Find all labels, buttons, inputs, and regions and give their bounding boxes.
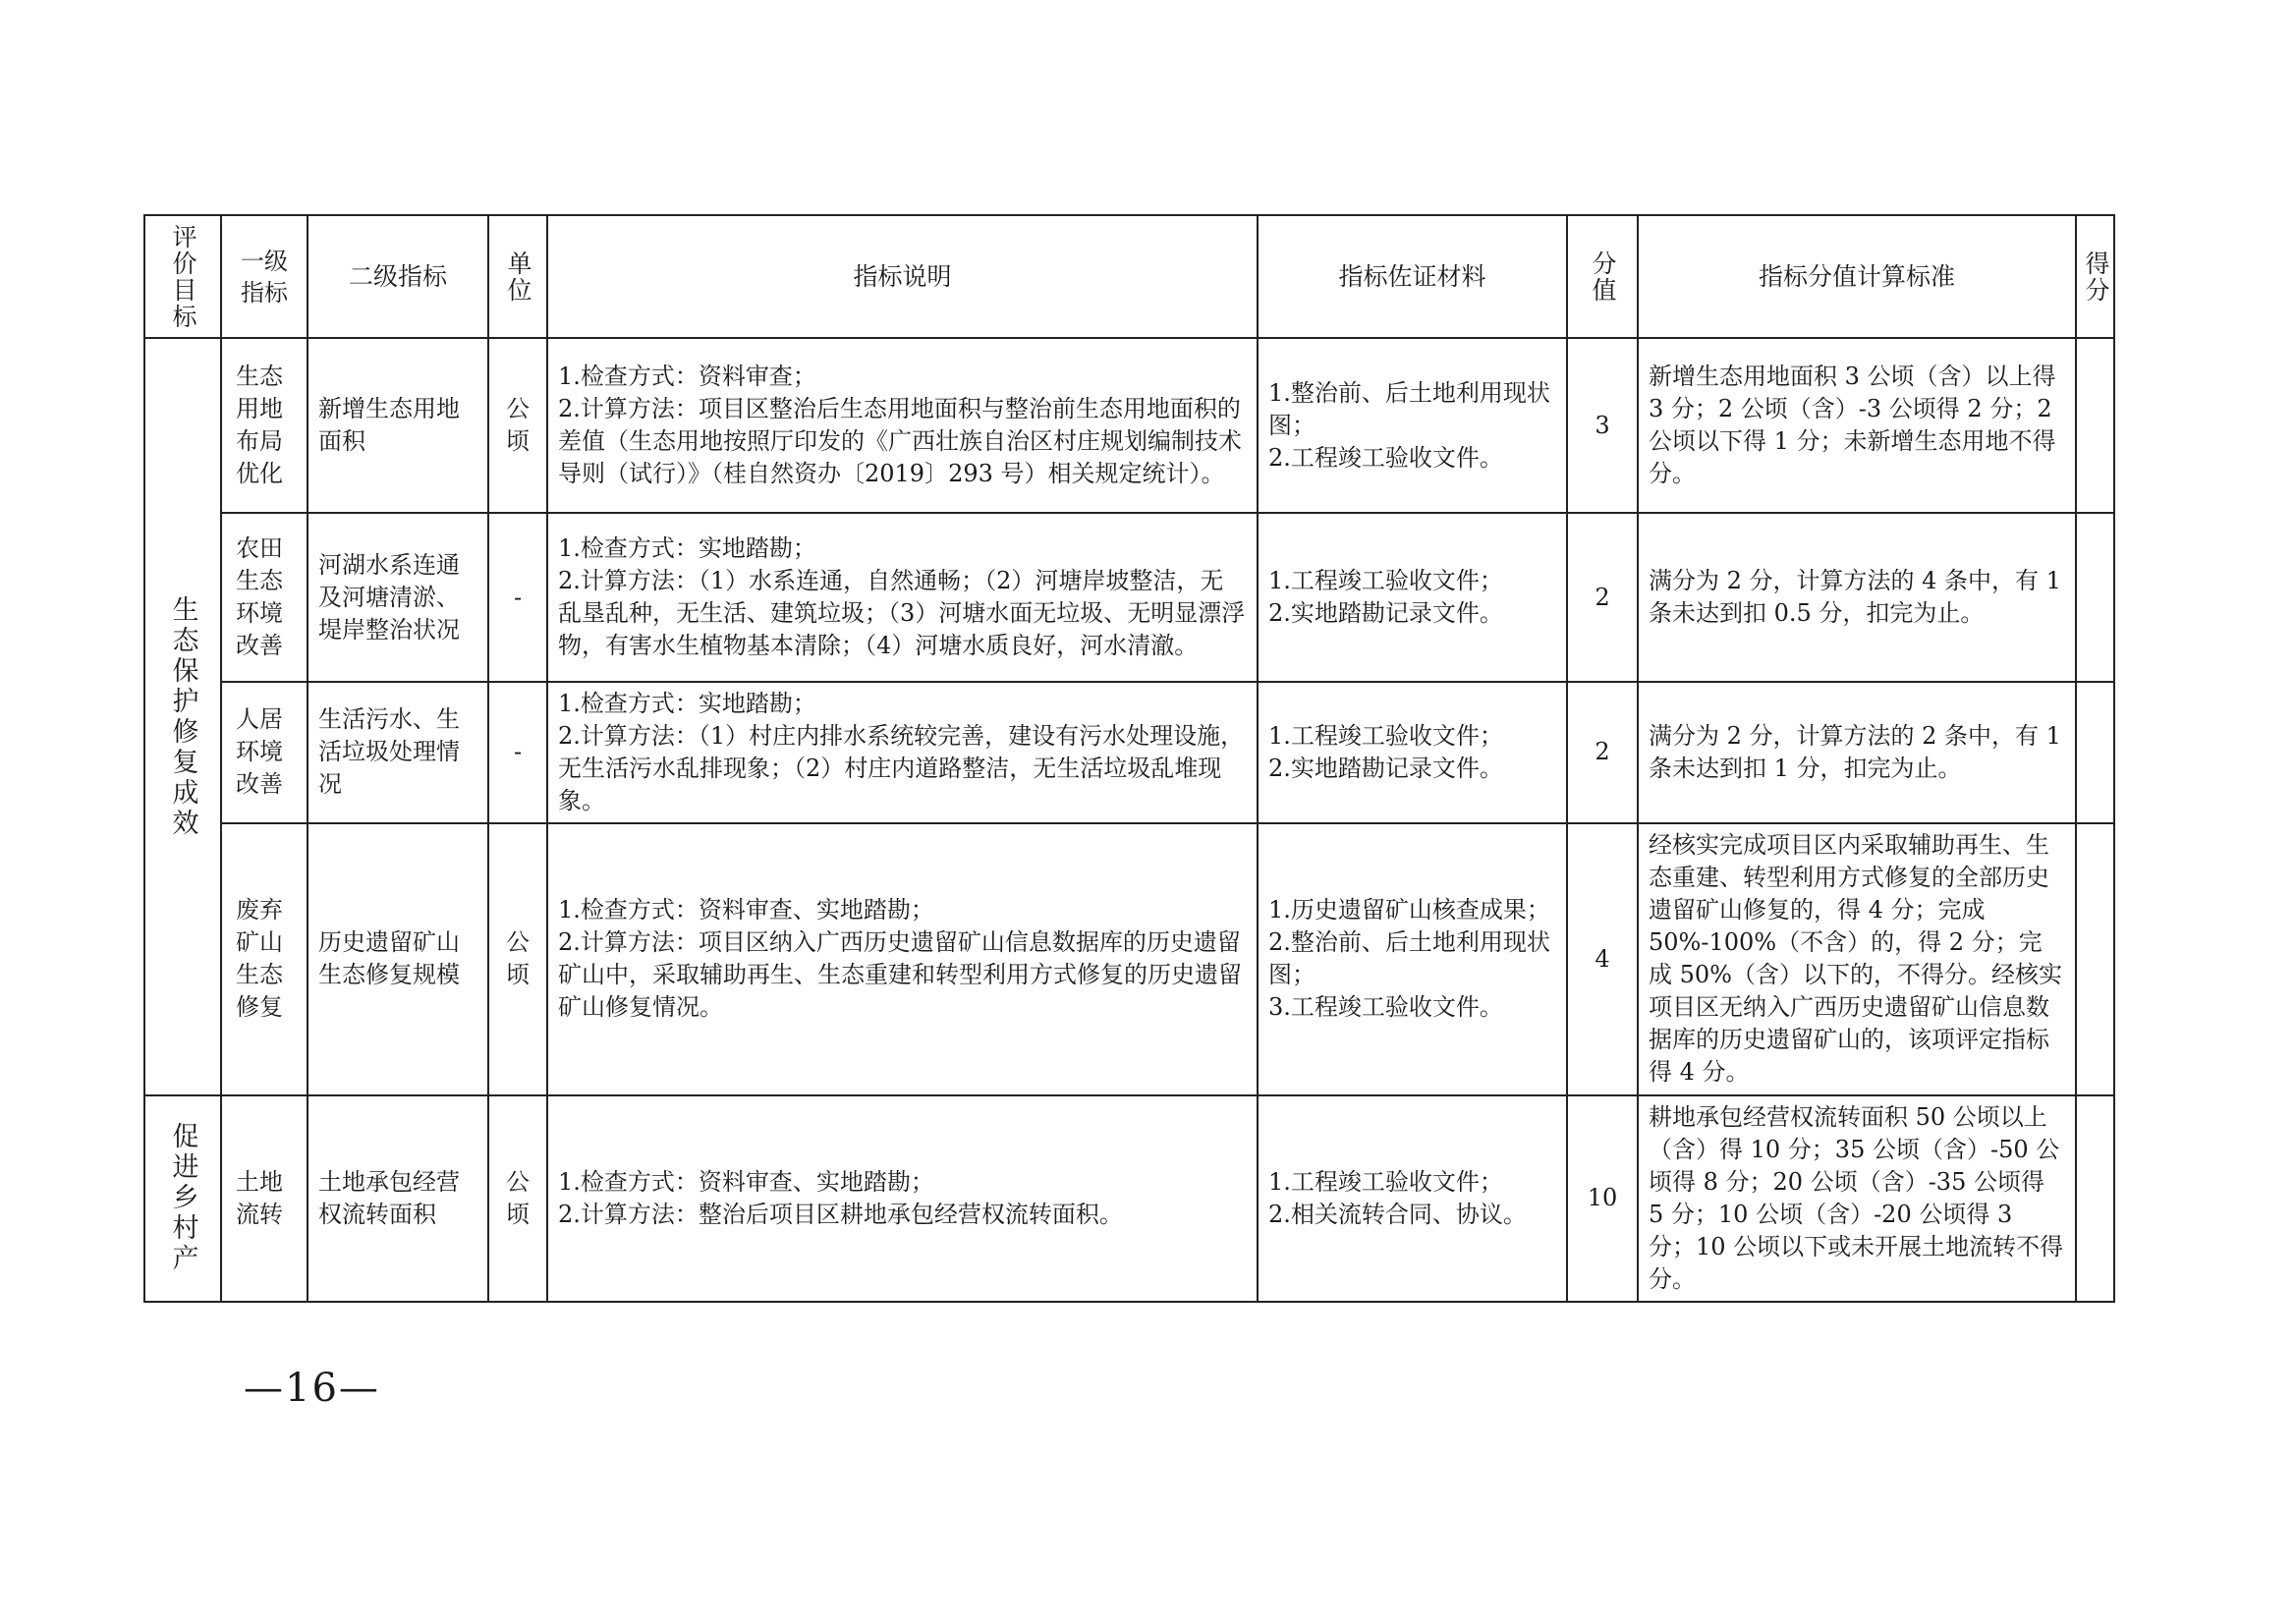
- goal-cell-ecology: 生态保护修复成效: [144, 338, 221, 1094]
- score-cell: 2: [1567, 513, 1638, 682]
- level1-cell: 废弃矿山生态修复: [221, 823, 308, 1095]
- criteria-cell: 满分为 2 分，计算方法的 2 条中，有 1 条未达到扣 1 分，扣完为止。: [1638, 682, 2076, 823]
- table-row: [144, 513, 2114, 682]
- level1-cell: 人居环境改善: [221, 682, 308, 823]
- criteria-cell: 新增生态用地面积 3 公顷（含）以上得 3 分；2 公顷（含）-3 公顷得 2 分；2 公顷以下得 1 分；未新增生态用地不得分。: [1638, 338, 2076, 513]
- header-got: 得分: [2076, 215, 2114, 338]
- evidence-cell: [1258, 1095, 1567, 1302]
- desc-line: 1.检查方式：实地踏勘；: [558, 689, 816, 717]
- level1-cell: 生态用地布局优化: [221, 338, 308, 513]
- evidence-cell: [1258, 338, 1567, 513]
- evidence-line: 1.工程竣工验收文件；: [1268, 567, 1503, 595]
- level2-cell: 河湖水系连通及河塘清淤、堤岸整治状况: [308, 513, 488, 682]
- evidence-line: 2.工程竣工验收文件。: [1268, 443, 1503, 472]
- evidence-cell: [1258, 823, 1567, 1095]
- evidence-line: 2.整治前、后土地利用现状图；: [1268, 928, 1550, 989]
- desc-line: 1.检查方式：资料审查；: [558, 363, 816, 391]
- got-cell: [2076, 823, 2114, 1095]
- evidence-cell: [1258, 682, 1567, 823]
- desc-line: 2.计算方法：整治后项目区耕地承包经营权流转面积。: [558, 1200, 1123, 1228]
- unit-cell: -: [488, 513, 547, 682]
- table-header-row: [144, 215, 2114, 338]
- got-cell: [2076, 682, 2114, 823]
- score-cell: 2: [1567, 682, 1638, 823]
- desc-cell: [547, 513, 1258, 682]
- header-score: 分值: [1567, 215, 1638, 338]
- unit-cell: 公顷: [488, 338, 547, 513]
- level1-cell: 土地流转: [221, 1095, 308, 1302]
- evidence-line: 2.实地踏勘记录文件。: [1268, 754, 1503, 782]
- desc-cell: [547, 1095, 1258, 1302]
- header-unit: 单位: [488, 215, 547, 338]
- table-row: [144, 1095, 2114, 1302]
- evidence-line: 3.工程竣工验收文件。: [1268, 993, 1503, 1022]
- unit-cell: 公顷: [488, 1095, 547, 1302]
- header-evidence: 指标佐证材料: [1258, 215, 1567, 338]
- level2-cell: 新增生态用地面积: [308, 338, 488, 513]
- level2-cell: 土地承包经营权流转面积: [308, 1095, 488, 1302]
- got-cell: [2076, 1095, 2114, 1302]
- evidence-line: 1.历史遗留矿山核查成果；: [1268, 896, 1550, 924]
- criteria-cell: 耕地承包经营权流转面积 50 公顷以上（含）得 10 分；35 公顷（含）-50 公顷得 8 分；20 公顷（含）-35 公顷得 5 分；10 公顷（含）-20 公顷得 3 分；10 公顷以下或未开展土地流转不得分。: [1638, 1095, 2076, 1302]
- page-number: —16—: [244, 1366, 380, 1411]
- level1-cell: 农田生态环境改善: [221, 513, 308, 682]
- score-cell: 3: [1567, 338, 1638, 513]
- got-cell: [2076, 338, 2114, 513]
- level2-cell: 历史遗留矿山生态修复规模: [308, 823, 488, 1095]
- header-goal: 评价目标: [144, 215, 221, 338]
- desc-cell: [547, 682, 1258, 823]
- evaluation-table: [143, 214, 2115, 1303]
- header-level2: 二级指标: [308, 215, 488, 338]
- evidence-cell: [1258, 513, 1567, 682]
- evidence-line: 1.工程竣工验收文件；: [1268, 721, 1503, 750]
- evidence-line: 1.工程竣工验收文件；: [1268, 1167, 1503, 1196]
- desc-line: 2.计算方法：项目区纳入广西历史遗留矿山信息数据库的历史遗留矿山中，采取辅助再生、生态重建和转型利用方式修复的历史遗留矿山修复情况。: [558, 928, 1242, 1022]
- desc-line: 1.检查方式：实地踏勘；: [558, 534, 816, 563]
- got-cell: [2076, 513, 2114, 682]
- criteria-cell: 经核实完成项目区内采取辅助再生、生态重建、转型利用方式修复的全部历史遗留矿山修复的，得 4 分；完成 50%-100%（不含）的，得 2 分；完成 50%（含）以下的，不得分。经核实项目区无纳入广西历史遗留矿山信息数据库的历史遗留矿山的，该项评定指标得 4 分。: [1638, 823, 2076, 1095]
- unit-cell: -: [488, 682, 547, 823]
- desc-line: 2.计算方法：（1）村庄内排水系统较完善，建设有污水处理设施，无生活污水乱排现象；（2）村庄内道路整洁，无生活垃圾乱堆现象。: [558, 721, 1245, 814]
- table-row: [144, 823, 2114, 1095]
- desc-cell: [547, 823, 1258, 1095]
- evidence-line: 2.相关流转合同、协议。: [1268, 1200, 1527, 1228]
- header-level1: 一级指标: [221, 215, 308, 338]
- desc-line: 2.计算方法：项目区整治后生态用地面积与整治前生态用地面积的差值（生态用地按照厅印发的《广西壮族自治区村庄规划编制技术导则（试行）》（桂自然资办〔2019〕293 号）相关规定统计）。: [558, 395, 1242, 488]
- table-row: [144, 338, 2114, 513]
- unit-cell: 公顷: [488, 823, 547, 1095]
- evidence-line: 1.整治前、后土地利用现状图；: [1268, 378, 1550, 439]
- header-criteria: 指标分值计算标准: [1638, 215, 2076, 338]
- table-row: [144, 682, 2114, 823]
- header-desc: 指标说明: [547, 215, 1258, 338]
- evidence-line: 2.实地踏勘记录文件。: [1268, 599, 1503, 628]
- desc-cell: [547, 338, 1258, 513]
- level2-cell: 生活污水、生活垃圾处理情况: [308, 682, 488, 823]
- goal-cell-rural: 促进乡村产: [144, 1095, 221, 1302]
- criteria-cell: 满分为 2 分，计算方法的 4 条中，有 1 条未达到扣 0.5 分，扣完为止。: [1638, 513, 2076, 682]
- desc-line: 1.检查方式：资料审查、实地踏勘；: [558, 1167, 934, 1196]
- desc-line: 1.检查方式：资料审查、实地踏勘；: [558, 896, 934, 924]
- score-cell: 4: [1567, 823, 1638, 1095]
- score-cell: 10: [1567, 1095, 1638, 1302]
- desc-line: 2.计算方法：（1）水系连通，自然通畅；（2）河塘岸坡整洁，无乱垦乱种，无生活、建筑垃圾；（3）河塘水面无垃圾、无明显漂浮物，有害水生植物基本清除；（4）河塘水质良好，河水清澈。: [558, 567, 1246, 660]
